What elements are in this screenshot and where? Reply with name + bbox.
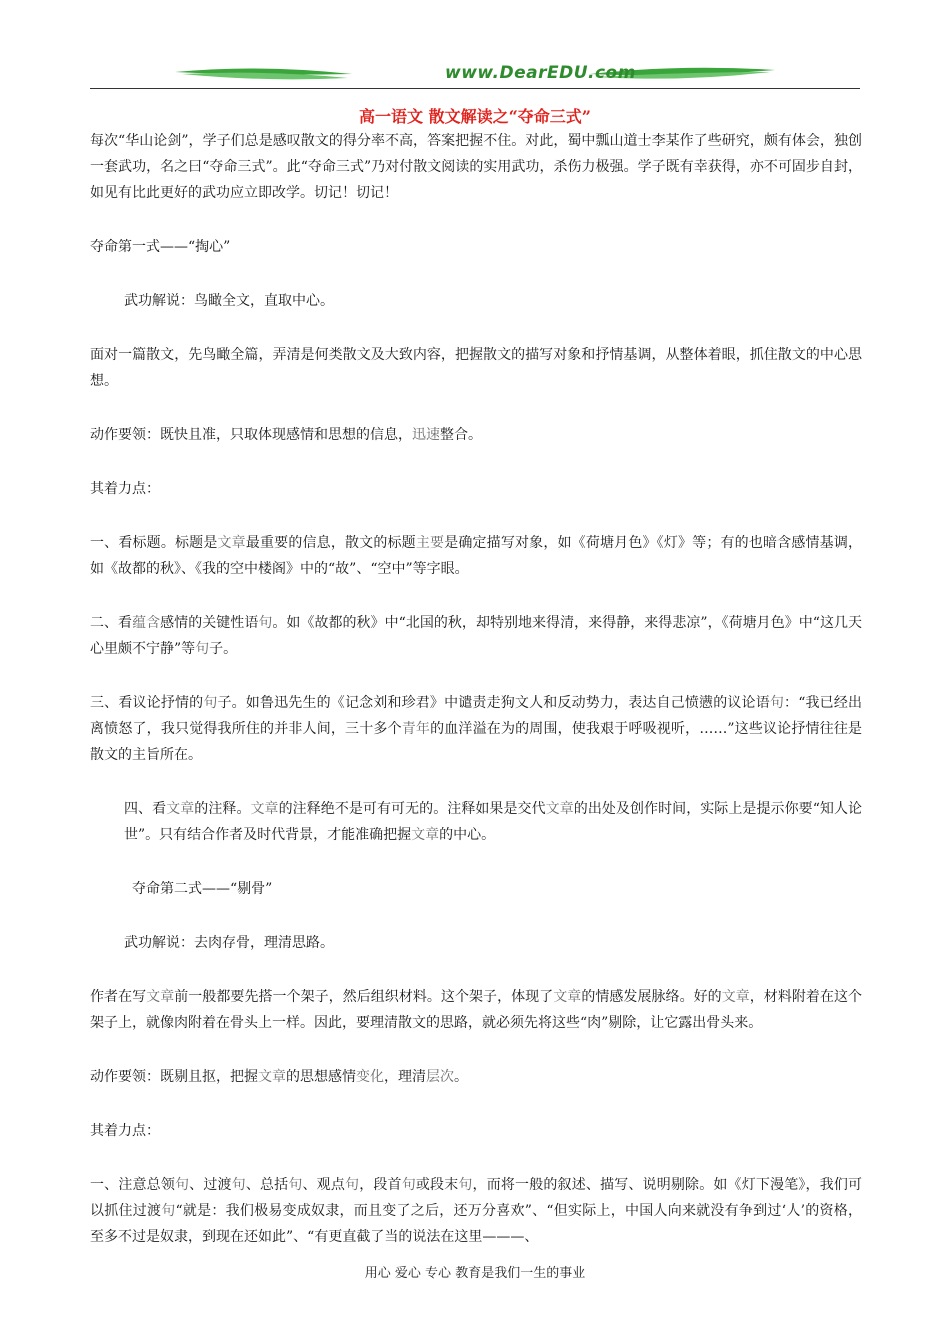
text-segment: 的注释。 [194,801,251,817]
highlight-term: 文章 [146,989,175,1005]
header-rule [90,88,860,89]
section1-heading: 夺命第一式——“掏心” [90,239,231,255]
highlight-term: 文章 [553,989,582,1005]
text-segment: 。 [454,1069,468,1085]
text-segment: 的注释绝不是可有可无的。注释如果是交代 [278,801,546,817]
text-segment: 、观点 [302,1177,346,1193]
text-segment: 一、注意总领 [90,1177,175,1193]
section1-explain: 武功解说：鸟瞰全文，直取中心。 [124,293,334,309]
text-segment: 三、看议论抒情的 [90,695,204,711]
text-segment: ，段首 [359,1177,402,1193]
highlight-term: 句 [458,1177,473,1193]
text-segment: ，理清 [384,1069,426,1085]
highlight-term: 句 [161,1203,176,1219]
highlight-term: 句 [401,1177,416,1193]
article-body [90,128,862,1250]
text-segment: 的情感发展脉络。好的 [581,989,722,1005]
text-segment: ，而将一般的叙述、描写、说明剔除。如《灯下漫笔》，我们可以抓住过渡 [90,1177,863,1219]
text-segment: 的出处及创作时间，实际上是提示你要“知人论世”。只有结合作者及时代背景，才能准确把握 [124,801,863,843]
section1-point4 [90,796,862,848]
text-segment: 的血洋溢在为的周围，使我艰于呼吸视听，……”这些议论抒情往往是散文的主旨所在。 [90,721,863,763]
highlight-term: 层次 [426,1069,454,1085]
text-segment: 的思想感情 [286,1069,356,1085]
section2-desc [90,984,862,1036]
highlight-term: 文章 [217,535,246,551]
text-segment: 最重要的信息，散文的标题 [245,535,416,551]
section2-focus: 其着力点： [90,1123,160,1139]
highlight-term: 变化 [356,1069,384,1085]
text-segment: 二、看 [90,615,133,631]
highlight-term: 青年 [401,721,431,737]
text-segment: 、过渡 [189,1177,232,1193]
highlight-term: 文章 [258,1069,286,1085]
highlight-term: 文章 [250,801,279,817]
text-segment: 作者在写 [90,989,147,1005]
section1-point3 [90,690,862,768]
highlight-term: 句 [195,641,210,657]
highlight-term: 文章 [545,801,574,817]
text-segment: ，材料附着在这个架子上，就像肉附着在骨头上一样。因此，要理清散文的思路，就必须先将这些“肉”剔除，让它露出骨头来。 [90,989,863,1031]
highlight-term: 蕴含 [132,615,161,631]
text-segment: 或段末 [415,1177,459,1193]
section2-point1 [90,1172,862,1250]
text-segment: 的中心。 [439,827,496,843]
text-segment: 。如《故都的秋》中“北国的秋，却特别地来得清，来得静，来得悲凉”，《荷塘月色》中“这几天心里颇不宁静”等 [90,615,863,657]
section2-heading: 夺命第二式——“剔骨” [132,881,273,897]
section1-point2 [90,610,862,662]
text-segment: 动作要领：既剔且抠，把握 [90,1069,258,1085]
highlight-term: 文章 [411,827,440,843]
text-segment: 、总括 [245,1177,289,1193]
intro-paragraph: 每次“华山论剑”，学子们总是感叹散文的得分率不高，答案把握不住。对此，蜀中瓢山道士李某作了些研究，颇有体会，独创一套武功，名之曰“夺命三式”。此“夺命三式”乃对付散文阅读的实用武功，杀伤力极强。学子既有幸获得，亦不可固步自封，如见有比此更好的武功应立即改学。切记！切记！ [90,133,862,201]
highlight-term: 句 [769,695,785,711]
text-segment: “就是：我们极易变成奴隶，而且变了之后，还万分喜欢”、“但实际上，中国人向来就没有争到过‘人’的资格，至多不过是奴隶，到现在还如此”、“有更直截了当的说法在这里———、 [90,1203,863,1245]
highlight-term: 文章 [721,989,750,1005]
highlight-term: 文章 [166,801,195,817]
section2-action [90,1064,862,1090]
page-title: 高一语文 散文解读之“夺命三式” [359,107,591,126]
text-segment: ：“我已经出离愤怒了，我只觉得我所住的并非人间，三十多个 [90,695,863,737]
site-url-logo[interactable]: www.DearEDU.com [445,63,636,83]
highlight-term: 句 [288,1177,303,1193]
highlight-term: 句 [175,1177,190,1193]
section1-desc: 面对一篇散文，先鸟瞰全篇，弄清是何类散文及大致内容，把握散文的描写对象和抒情基调，从整体着眼，抓住散文的中心思想。 [90,347,862,389]
highlight-term: 句 [345,1177,360,1193]
section2-explain: 武功解说：去肉存骨，理清思路。 [124,935,334,951]
section1-focus: 其着力点： [90,481,160,497]
highlight-term: 主要 [415,535,445,551]
text-segment: 前一般都要先搭一个架子，然后组织材料。这个架子，体现了 [174,989,554,1005]
highlight-term: 句 [203,695,218,711]
text-segment: 子。 [209,641,238,657]
text-segment: 子。如鲁迅先生的《记念刘和珍君》中谴责走狗文人和反动势力，表达自己愤懑的议论语 [217,695,770,711]
highlight-term: 句 [231,1177,246,1193]
section1-action: 动作要领：既快且准，只取体现感情和思想的信息，迅速整合。 [90,427,482,443]
text-segment: 一、看标题。标题是 [90,535,218,551]
text-segment: 感情的关键性语 [160,615,259,631]
site-header [90,60,860,90]
section1-point1 [90,530,862,582]
text-segment: 四、看 [124,801,167,817]
page-footer: 用心 爱心 专心 教育是我们一生的事业 [364,1266,586,1281]
highlight-term: 句 [258,615,273,631]
text-segment: 是确定描写对象，如《荷塘月色》《灯》等；有的也暗含感情基调，如《故都的秋》、《我的空中楼阁》中的“故”、“空中”等字眼。 [90,535,863,577]
